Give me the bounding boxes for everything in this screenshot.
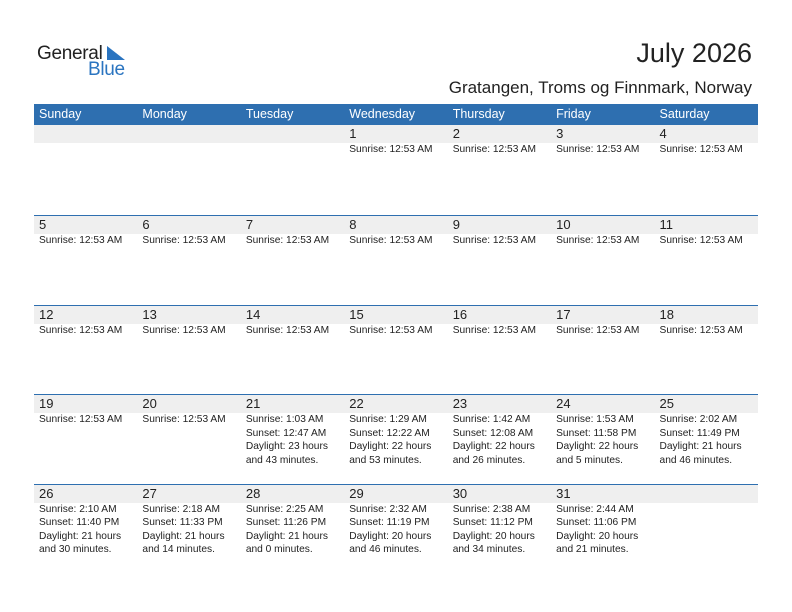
day-cell bbox=[551, 306, 654, 338]
sun-info-line: and 14 minutes. bbox=[142, 544, 215, 556]
sun-info-line: Sunrise: 1:42 AM bbox=[452, 414, 531, 425]
sun-info-line: and 5 minutes. bbox=[556, 454, 623, 466]
day-cell bbox=[448, 125, 551, 157]
weekday-wednesday: Wednesday bbox=[349, 107, 416, 121]
sun-info-line: and 43 minutes. bbox=[245, 454, 319, 466]
sun-info-line: and 34 minutes. bbox=[452, 544, 526, 556]
sun-info-line: Sunset: 11:12 PM bbox=[452, 517, 533, 529]
day-cell bbox=[655, 125, 758, 157]
sun-info-line: Daylight: 21 hours bbox=[245, 530, 328, 542]
day-number: 6 bbox=[142, 217, 150, 232]
day-cell bbox=[137, 485, 240, 557]
day-number: 19 bbox=[39, 396, 54, 411]
day-number: 25 bbox=[659, 396, 674, 411]
sun-info-line: Daylight: 21 hours bbox=[142, 530, 225, 542]
sun-info-line: Sunrise: 12:53 AM bbox=[142, 324, 226, 336]
sun-info-line: Daylight: 22 hours bbox=[349, 441, 432, 453]
sun-info-line: Sunset: 12:47 AM bbox=[245, 427, 327, 439]
day-number: 22 bbox=[349, 396, 364, 411]
sun-info-line: Sunrise: 12:53 AM bbox=[659, 324, 743, 336]
day-cell bbox=[344, 306, 447, 338]
day-number bbox=[660, 485, 758, 503]
day-cell bbox=[241, 485, 344, 557]
sun-info-line: Sunrise: 12:53 AM bbox=[245, 235, 330, 246]
day-number: 28 bbox=[245, 485, 261, 501]
sun-info-line: Sunrise: 12:53 AM bbox=[452, 324, 536, 336]
sun-info-line: Sunrise: 12:53 AM bbox=[349, 144, 433, 155]
location-subtitle: Gratangen, Troms og Finnmark, Norway bbox=[448, 78, 752, 97]
sun-info-line: and 21 minutes. bbox=[556, 544, 629, 556]
sun-info-line: Sunrise: 2:18 AM bbox=[142, 503, 221, 515]
day-number: 31 bbox=[556, 485, 571, 501]
day-cell bbox=[344, 216, 447, 248]
day-cell bbox=[448, 395, 551, 467]
sun-info-line: Sunrise: 12:53 AM bbox=[39, 235, 123, 246]
day-number: 23 bbox=[452, 396, 468, 411]
day-cell bbox=[241, 395, 344, 467]
day-number: 4 bbox=[659, 126, 667, 141]
day-cell bbox=[137, 125, 240, 157]
sun-info-line: and 26 minutes. bbox=[452, 454, 526, 466]
day-cell bbox=[344, 395, 447, 467]
weekday-friday: Friday bbox=[556, 107, 591, 121]
sun-info-line: Sunrise: 12:53 AM bbox=[142, 235, 226, 246]
sun-info-line: Sunrise: 12:53 AM bbox=[142, 414, 226, 425]
day-cell bbox=[551, 395, 654, 467]
day-cell bbox=[344, 125, 447, 157]
logo-triangle-icon bbox=[107, 46, 125, 60]
sun-info-line: Sunrise: 12:53 AM bbox=[452, 235, 536, 246]
weekday-saturday: Saturday bbox=[659, 107, 710, 121]
week-row bbox=[34, 484, 758, 574]
sun-info-line: Daylight: 21 hours bbox=[659, 441, 742, 453]
logo-text-general: General bbox=[37, 43, 103, 64]
sun-info-line: Sunrise: 12:53 AM bbox=[556, 324, 640, 336]
day-cell bbox=[448, 485, 551, 557]
day-number: 29 bbox=[349, 485, 364, 501]
sun-info-line: Daylight: 23 hours bbox=[245, 441, 328, 453]
sun-info-line: Sunset: 11:49 PM bbox=[659, 427, 740, 439]
day-number: 1 bbox=[349, 126, 357, 141]
logo bbox=[37, 43, 137, 83]
day-number: 5 bbox=[39, 217, 47, 232]
day-number bbox=[39, 125, 137, 143]
sun-info-line: Sunset: 11:40 PM bbox=[39, 517, 120, 529]
sun-info-line: Sunrise: 12:53 AM bbox=[452, 144, 536, 155]
day-cell bbox=[551, 125, 654, 157]
weekday-thursday: Thursday bbox=[452, 107, 505, 121]
week-row bbox=[34, 394, 758, 484]
day-number: 7 bbox=[245, 217, 254, 232]
sun-info-line: Sunrise: 1:03 AM bbox=[245, 414, 324, 425]
weekday-monday: Monday bbox=[142, 107, 187, 121]
sun-info-line: Daylight: 20 hours bbox=[452, 530, 535, 542]
day-number: 14 bbox=[245, 306, 261, 322]
day-cell bbox=[655, 216, 758, 248]
sun-info-line: Sunset: 11:33 PM bbox=[142, 517, 223, 529]
sun-info-line: Daylight: 20 hours bbox=[556, 530, 639, 542]
sun-info-line: Sunrise: 12:53 AM bbox=[659, 144, 743, 155]
day-cell bbox=[241, 125, 344, 157]
day-cell bbox=[551, 216, 654, 248]
day-number: 8 bbox=[349, 217, 357, 232]
page-title: July 2026 bbox=[636, 38, 752, 68]
logo-text-blue: Blue bbox=[88, 59, 125, 80]
day-number: 15 bbox=[349, 306, 364, 322]
sun-info-line: and 46 minutes. bbox=[349, 544, 422, 556]
sun-info-line: Sunrise: 12:53 AM bbox=[245, 324, 330, 336]
sun-info-line: Daylight: 21 hours bbox=[39, 530, 122, 542]
sun-info-line: Daylight: 22 hours bbox=[452, 441, 535, 453]
day-number: 9 bbox=[452, 217, 460, 232]
day-number: 10 bbox=[556, 217, 571, 232]
day-number bbox=[142, 125, 240, 143]
day-cell bbox=[137, 306, 240, 338]
sun-info-line: Sunset: 11:19 PM bbox=[349, 517, 430, 529]
day-cell bbox=[655, 485, 758, 557]
sun-info-line: Sunrise: 12:53 AM bbox=[659, 235, 743, 246]
sun-info-line: and 30 minutes. bbox=[39, 544, 112, 556]
day-number: 12 bbox=[39, 306, 54, 322]
sun-info-line: Sunset: 11:26 PM bbox=[245, 517, 327, 529]
day-cell bbox=[34, 306, 137, 338]
day-number: 18 bbox=[659, 306, 674, 322]
sun-info-line: Sunrise: 12:53 AM bbox=[39, 324, 123, 336]
day-cell bbox=[34, 125, 137, 157]
day-number bbox=[246, 125, 344, 143]
sun-info-line: Sunset: 11:58 PM bbox=[556, 427, 637, 439]
day-cell bbox=[655, 395, 758, 467]
week-row bbox=[34, 125, 758, 215]
day-number: 11 bbox=[659, 217, 674, 232]
sun-info-line: Sunrise: 12:53 AM bbox=[556, 144, 640, 155]
sun-info-line: Sunrise: 1:29 AM bbox=[349, 414, 427, 425]
sun-info-line: and 0 minutes. bbox=[245, 544, 313, 556]
sun-info-line: Sunset: 11:06 PM bbox=[556, 517, 637, 529]
day-number: 27 bbox=[142, 485, 157, 501]
sun-info-line: Sunrise: 2:10 AM bbox=[39, 503, 117, 515]
day-number: 17 bbox=[556, 306, 571, 322]
day-cell bbox=[551, 485, 654, 557]
day-cell bbox=[137, 395, 240, 467]
day-number: 2 bbox=[452, 126, 460, 141]
weeks-container bbox=[34, 125, 758, 573]
day-cell bbox=[34, 485, 137, 557]
sun-info-line: Sunset: 12:08 AM bbox=[452, 427, 534, 439]
sun-info-line: Sunset: 12:22 AM bbox=[349, 427, 430, 439]
sun-info-line: and 46 minutes. bbox=[659, 454, 733, 466]
day-cell bbox=[344, 485, 447, 557]
sun-info-line: Sunrise: 2:25 AM bbox=[245, 503, 324, 515]
sun-info-line: Sunrise: 12:53 AM bbox=[349, 324, 433, 336]
day-number: 24 bbox=[556, 396, 571, 411]
sun-info-line: Sunrise: 12:53 AM bbox=[349, 235, 433, 246]
sun-info-line: Sunrise: 2:44 AM bbox=[556, 503, 634, 515]
day-cell bbox=[137, 216, 240, 248]
sun-info-line: Sunrise: 2:02 AM bbox=[659, 414, 738, 425]
day-number: 16 bbox=[452, 306, 468, 322]
day-cell bbox=[655, 306, 758, 338]
day-cell bbox=[34, 395, 137, 467]
sun-info-line: Sunrise: 1:53 AM bbox=[556, 414, 634, 425]
day-number: 26 bbox=[39, 485, 54, 501]
sun-info-line: Sunrise: 12:53 AM bbox=[556, 235, 640, 246]
day-number: 30 bbox=[452, 485, 468, 501]
sun-info-line: Sunrise: 2:38 AM bbox=[452, 503, 531, 515]
day-cell bbox=[34, 216, 137, 248]
sun-info-line: Daylight: 20 hours bbox=[349, 530, 432, 542]
week-row bbox=[34, 305, 758, 395]
sun-info-line: and 53 minutes. bbox=[349, 454, 422, 466]
weekday-header bbox=[34, 104, 758, 125]
sun-info-line: Daylight: 22 hours bbox=[556, 441, 639, 453]
calendar-grid bbox=[34, 104, 758, 573]
day-cell bbox=[448, 306, 551, 338]
day-number: 20 bbox=[142, 396, 157, 411]
day-cell bbox=[241, 306, 344, 338]
sun-info-line: Sunrise: 2:32 AM bbox=[349, 503, 427, 515]
day-cell bbox=[241, 216, 344, 248]
sun-info-line: Sunrise: 12:53 AM bbox=[39, 414, 123, 425]
day-number: 21 bbox=[245, 396, 261, 411]
day-number: 13 bbox=[142, 306, 157, 322]
weekday-sunday: Sunday bbox=[39, 107, 82, 121]
week-row bbox=[34, 215, 758, 305]
day-cell bbox=[448, 216, 551, 248]
weekday-tuesday: Tuesday bbox=[245, 107, 294, 121]
day-number: 3 bbox=[556, 126, 564, 141]
